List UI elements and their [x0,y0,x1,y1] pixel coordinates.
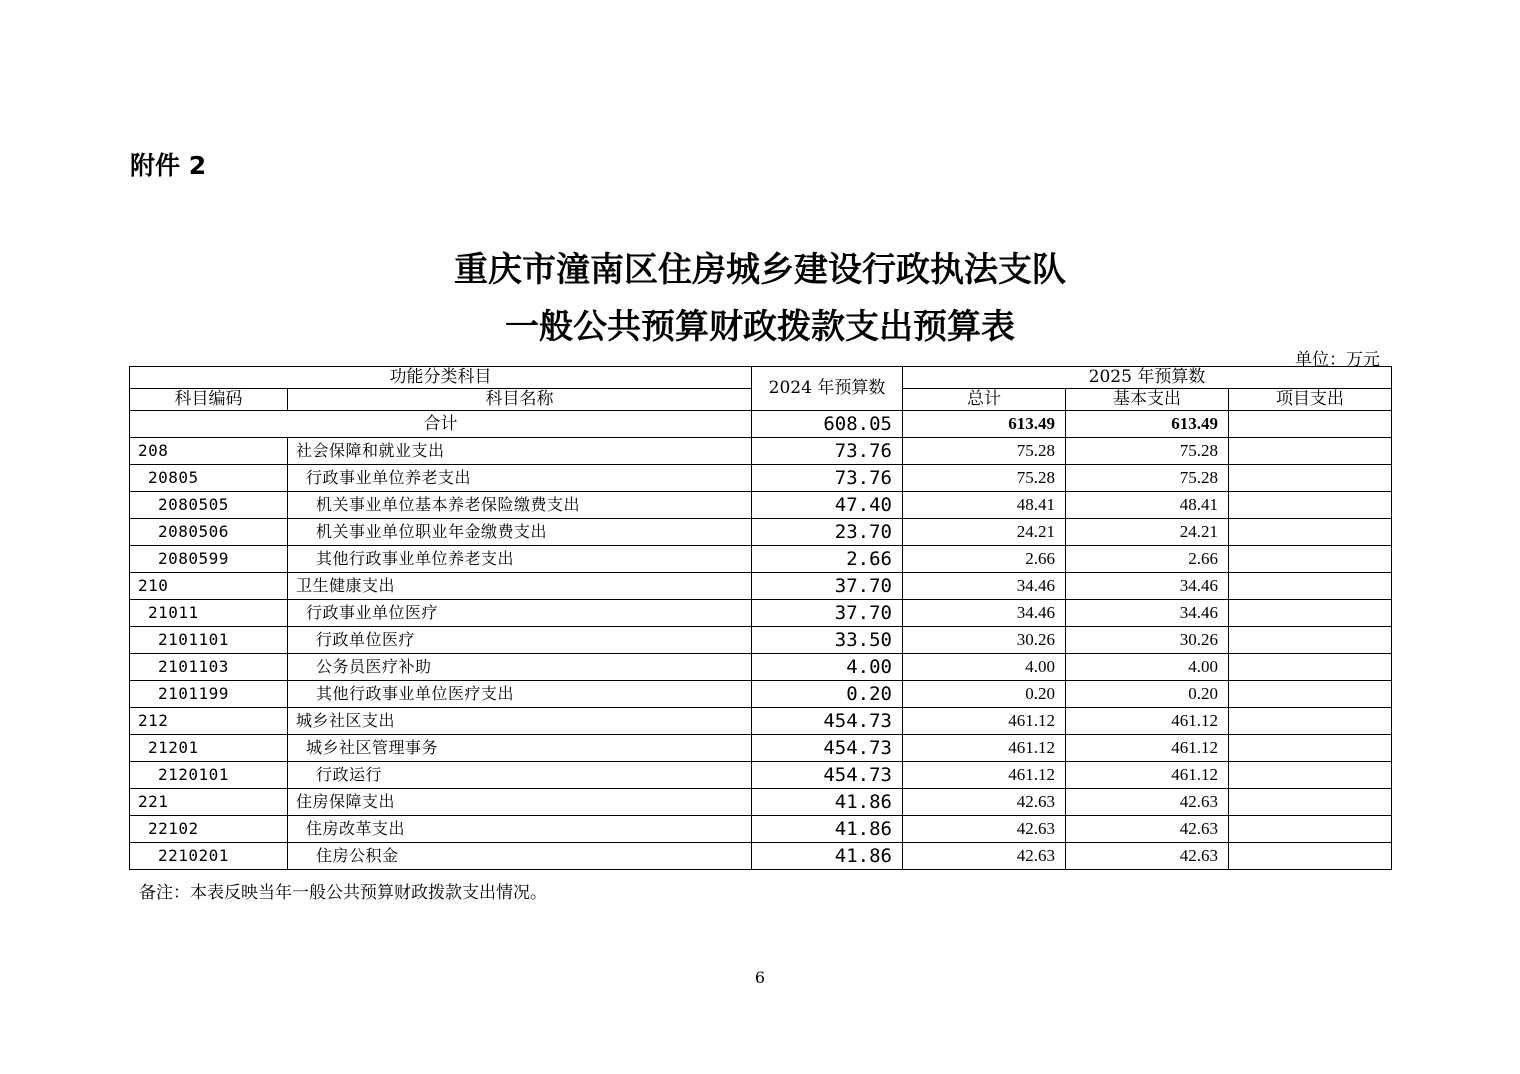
row-project [1229,519,1392,546]
table-row [130,627,1392,654]
footnote: 备注：本表反映当年一般公共预算财政拨款支出情况。 [139,883,547,903]
table-row [130,465,1392,492]
row-total: 34.46 [903,573,1066,600]
row-total: 2.66 [903,546,1066,573]
row-total: 42.63 [903,843,1066,870]
table-row [130,573,1392,600]
row-total: 34.46 [903,600,1066,627]
row-budget-2024: 73.76 [752,465,903,492]
row-budget-2024: 41.86 [752,789,903,816]
row-code: 22102 [130,816,288,843]
table-row [130,519,1392,546]
row-basic: 42.63 [1066,789,1229,816]
row-code: 21011 [130,600,288,627]
table-row [130,789,1392,816]
row-total: 461.12 [903,708,1066,735]
row-name: 城乡社区支出 [288,708,752,735]
row-basic: 34.46 [1066,600,1229,627]
row-project [1229,789,1392,816]
budget-table [129,366,1392,870]
row-budget-2024: 0.20 [752,681,903,708]
title-line-1: 重庆市潼南区住房城乡建设行政执法支队 [454,250,1066,290]
row-basic: 42.63 [1066,816,1229,843]
row-code: 2101101 [130,627,288,654]
table-row [130,600,1392,627]
header-budget-2025: 2025 年预算数 [903,367,1392,389]
row-name: 其他行政事业单位医疗支出 [288,681,752,708]
row-name: 机关事业单位职业年金缴费支出 [288,519,752,546]
row-budget-2024: 4.00 [752,654,903,681]
row-name: 机关事业单位基本养老保险缴费支出 [288,492,752,519]
total-project [1229,411,1392,438]
table-row [130,654,1392,681]
header-project: 项目支出 [1229,389,1392,411]
row-budget-2024: 2.66 [752,546,903,573]
row-total: 30.26 [903,627,1066,654]
row-code: 20805 [130,465,288,492]
row-budget-2024: 23.70 [752,519,903,546]
header-row-1 [130,367,1392,389]
table-row [130,681,1392,708]
table-row [130,708,1392,735]
total-total: 613.49 [903,411,1066,438]
header-basic: 基本支出 [1066,389,1229,411]
row-name: 行政事业单位养老支出 [288,465,752,492]
row-basic: 48.41 [1066,492,1229,519]
table-row [130,492,1392,519]
row-total: 42.63 [903,816,1066,843]
row-basic: 4.00 [1066,654,1229,681]
row-total: 4.00 [903,654,1066,681]
row-project [1229,735,1392,762]
row-name: 城乡社区管理事务 [288,735,752,762]
row-project [1229,465,1392,492]
row-basic: 75.28 [1066,465,1229,492]
header-code: 科目编码 [130,389,288,411]
row-total: 75.28 [903,465,1066,492]
row-total: 0.20 [903,681,1066,708]
row-budget-2024: 73.76 [752,438,903,465]
row-basic: 34.46 [1066,573,1229,600]
row-basic: 461.12 [1066,708,1229,735]
row-code: 2080506 [130,519,288,546]
header-budget-2024: 2024 年预算数 [752,367,903,411]
total-label: 合计 [130,411,752,438]
row-budget-2024: 454.73 [752,762,903,789]
row-project [1229,762,1392,789]
header-total: 总计 [903,389,1066,411]
row-name: 社会保障和就业支出 [288,438,752,465]
row-code: 208 [130,438,288,465]
row-name: 卫生健康支出 [288,573,752,600]
row-basic: 30.26 [1066,627,1229,654]
row-project [1229,438,1392,465]
row-code: 2101199 [130,681,288,708]
row-code: 2120101 [130,762,288,789]
header-functional-category: 功能分类科目 [130,367,752,389]
row-budget-2024: 37.70 [752,573,903,600]
row-budget-2024: 41.86 [752,843,903,870]
row-total: 24.21 [903,519,1066,546]
row-basic: 0.20 [1066,681,1229,708]
row-budget-2024: 41.86 [752,816,903,843]
row-code: 2210201 [130,843,288,870]
row-name: 住房保障支出 [288,789,752,816]
row-project [1229,600,1392,627]
row-budget-2024: 47.40 [752,492,903,519]
header-name: 科目名称 [288,389,752,411]
table-row [130,843,1392,870]
row-name: 住房改革支出 [288,816,752,843]
row-code: 210 [130,573,288,600]
row-budget-2024: 454.73 [752,708,903,735]
row-basic: 42.63 [1066,843,1229,870]
table-row [130,438,1392,465]
unit-label: 单位：万元 [1295,350,1380,370]
row-name: 行政单位医疗 [288,627,752,654]
page-number: 6 [754,968,766,987]
row-name: 行政事业单位医疗 [288,600,752,627]
row-total: 48.41 [903,492,1066,519]
title-line-2: 一般公共预算财政拨款支出预算表 [505,307,1015,347]
row-project [1229,654,1392,681]
table-row [130,762,1392,789]
row-code: 2080505 [130,492,288,519]
table-row [130,816,1392,843]
table-row [130,735,1392,762]
row-code: 2080599 [130,546,288,573]
row-basic: 75.28 [1066,438,1229,465]
row-total: 42.63 [903,789,1066,816]
row-budget-2024: 33.50 [752,627,903,654]
row-budget-2024: 37.70 [752,600,903,627]
row-total: 75.28 [903,438,1066,465]
row-name: 公务员医疗补助 [288,654,752,681]
row-total: 461.12 [903,762,1066,789]
row-basic: 24.21 [1066,519,1229,546]
row-name: 行政运行 [288,762,752,789]
row-basic: 461.12 [1066,762,1229,789]
total-budget-2024: 608.05 [752,411,903,438]
row-budget-2024: 454.73 [752,735,903,762]
total-row [130,411,1392,438]
row-basic: 461.12 [1066,735,1229,762]
row-project [1229,681,1392,708]
row-project [1229,492,1392,519]
row-code: 2101103 [130,654,288,681]
row-code: 221 [130,789,288,816]
row-total: 461.12 [903,735,1066,762]
row-project [1229,816,1392,843]
table-row [130,546,1392,573]
row-name: 其他行政事业单位养老支出 [288,546,752,573]
row-project [1229,546,1392,573]
row-project [1229,573,1392,600]
row-project [1229,708,1392,735]
row-name: 住房公积金 [288,843,752,870]
attachment-label: 附件 2 [130,151,207,180]
row-code: 212 [130,708,288,735]
row-basic: 2.66 [1066,546,1229,573]
row-project [1229,627,1392,654]
total-basic: 613.49 [1066,411,1229,438]
row-project [1229,843,1392,870]
row-code: 21201 [130,735,288,762]
